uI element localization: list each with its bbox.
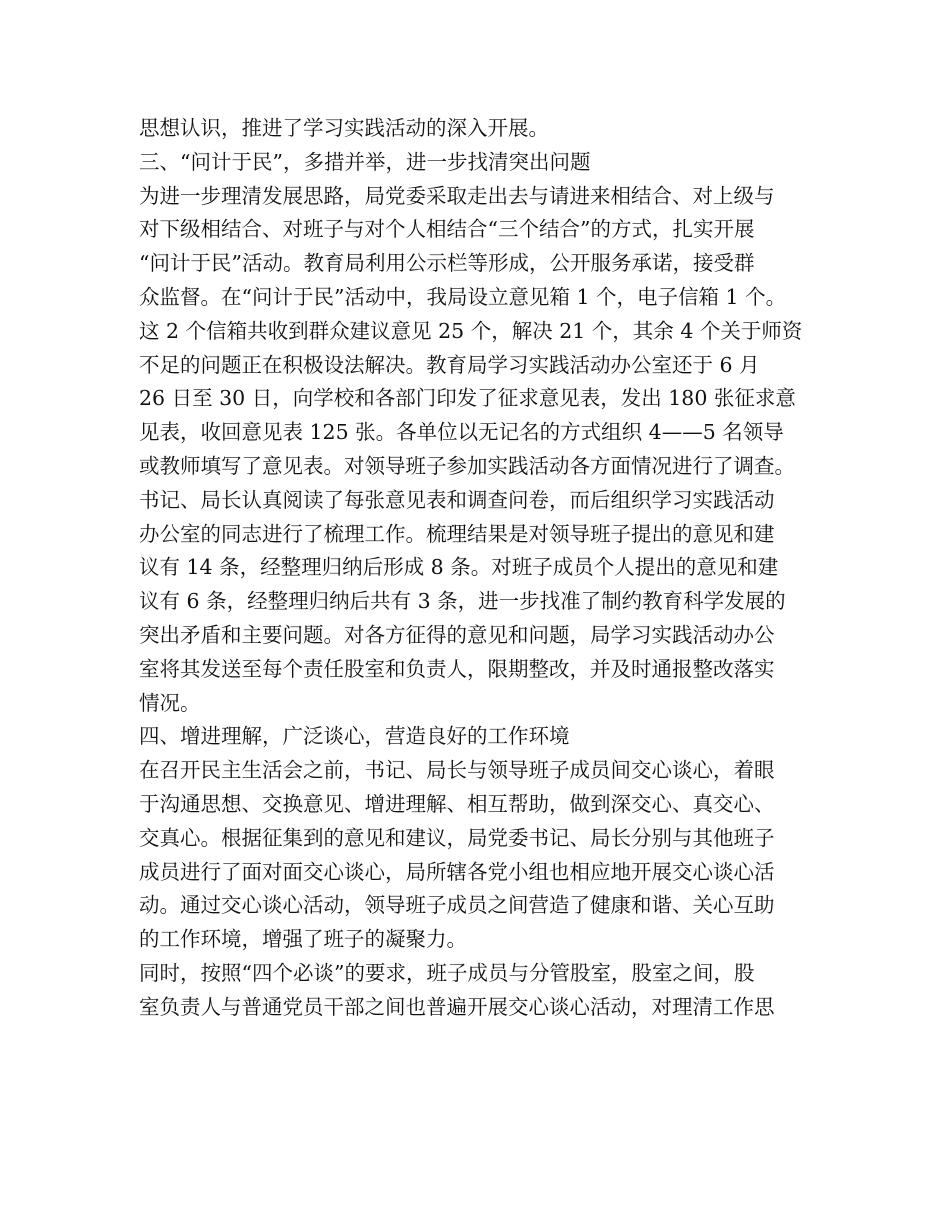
section-heading-3: 三、“问计于民”，多措并举，进一步找清突出问题 [139, 149, 591, 174]
text-line-8: 不足的问题正在积极设法解决。教育局学习实践活动办公室还于 6 月 [139, 352, 760, 377]
text-line-23: 成员进行了面对面交心谈心，局所辖各党小组也相应地开展交心谈心活 [139, 859, 775, 884]
text-line-15: 议有 6 条，经整理归纳后共有 3 条，进一步找准了制约教育科学发展的 [139, 589, 786, 614]
text-line-25: 的工作环境，增强了班子的凝聚力。 [139, 927, 467, 952]
text-line-1: 思想认识，推进了学习实践活动的深入开展。 [139, 116, 549, 140]
text-line-6: 众监督。在“问计于民”活动中，我局设立意见箱 1 个，电子信箱 1 个。 [139, 284, 787, 309]
text-line-17: 室将其发送至每个责任股室和负责人，限期整改，并及时通报整改落实 [139, 656, 775, 681]
text-line-27: 室负责人与普通党员干部之间也普遍开展交心谈心活动，对理清工作思 [139, 994, 775, 1019]
text-line-26: 同时，按照“四个必谈”的要求，班子成员与分管股室，股室之间，股 [139, 960, 755, 985]
text-line-21: 于沟通思想、交换意见、增进理解、相互帮助，做到深交心、真交心、 [139, 791, 775, 816]
text-line-13: 办公室的同志进行了梳理工作。梳理结果是对领导班子提出的意见和建 [139, 521, 775, 546]
text-line-3: 为进一步理清发展思路，局党委采取走出去与请进来相结合、对上级与 [139, 183, 775, 208]
text-line-14: 议有 14 条，经整理归纳后形成 8 条。对班子成员个人提出的意见和建 [139, 555, 779, 580]
text-line-24: 动。通过交心谈心活动，领导班子成员之间营造了健康和谐、关心互助 [139, 893, 775, 918]
text-line-5: “问计于民”活动。教育局利用公示栏等形成，公开服务承诺，接受群 [139, 251, 755, 276]
document-body [139, 112, 819, 1025]
text-line-22: 交真心。根据征集到的意见和建议，局党委书记、局长分别与其他班子 [139, 825, 775, 850]
text-line-18: 情况。 [139, 690, 201, 715]
text-line-4: 对下级相结合、对班子与对个人相结合“三个结合”的方式，扎实开展 [139, 217, 755, 242]
text-line-9: 26 日至 30 日，向学校和各部门印发了征求意见表，发出 180 张征求意 [139, 386, 796, 411]
text-line-11: 或教师填写了意见表。对领导班子参加实践活动各方面情况进行了调查。 [139, 453, 795, 478]
text-line-20: 在召开民主生活会之前，书记、局长与领导班子成员间交心谈心，着眼 [139, 758, 775, 783]
section-heading-4: 四、增进理解，广泛谈心，营造良好的工作环境 [139, 724, 570, 749]
text-line-16: 突出矛盾和主要问题。对各方征得的意见和问题，局学习实践活动办公 [139, 622, 775, 647]
text-line-7: 这 2 个信箱共收到群众建议意见 25 个，解决 21 个，其余 4 个关于师资 [139, 318, 803, 343]
text-line-12: 书记、局长认真阅读了每张意见表和调查问卷，而后组织学习实践活动 [139, 487, 775, 512]
text-line-10: 见表，收回意见表 125 张。各单位以无记名的方式组织 4——5 名领导 [139, 420, 784, 445]
